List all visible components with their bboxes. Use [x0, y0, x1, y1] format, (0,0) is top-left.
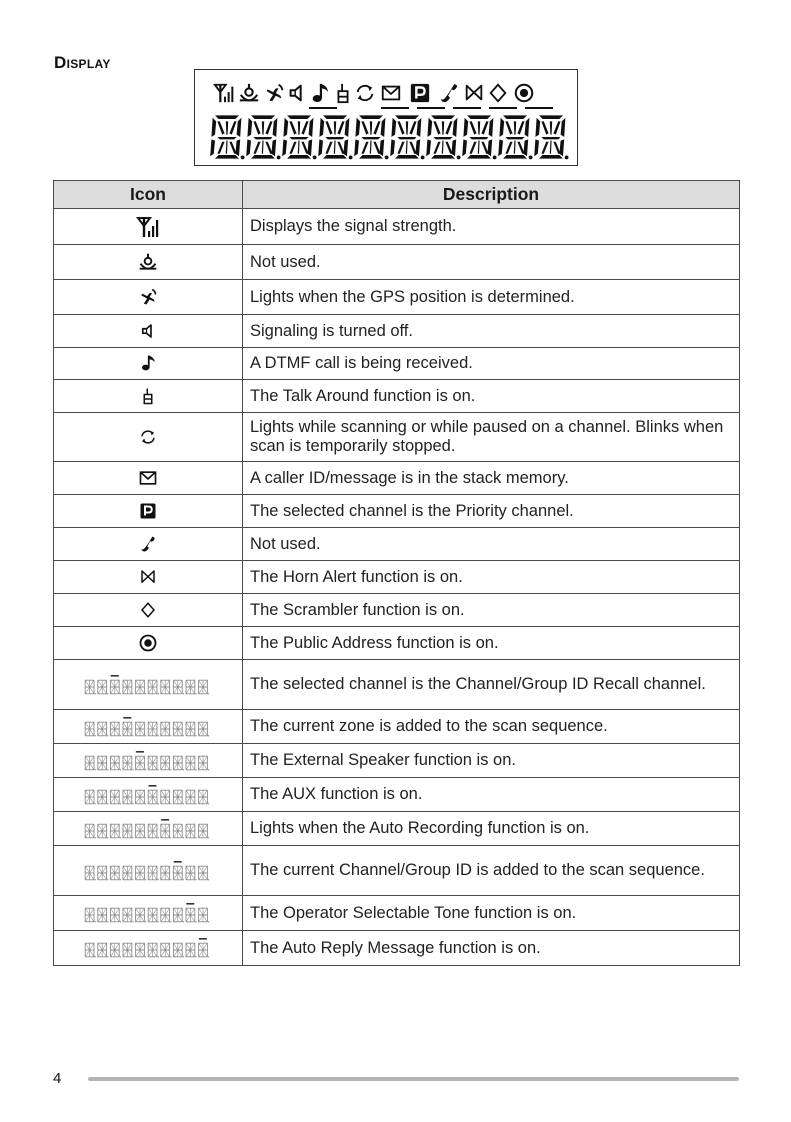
section-title: Display: [54, 53, 111, 72]
priority-p-icon: [139, 502, 157, 520]
table-row: [54, 528, 740, 561]
icon-cell: [54, 528, 243, 561]
description-cell: The Auto Reply Message function is on.: [243, 931, 740, 966]
lcd-segment-digit: [461, 112, 497, 162]
description-cell: Not used.: [243, 528, 740, 561]
public-address-icon: [138, 633, 158, 653]
icon-cell: [54, 561, 243, 594]
description-cell: Displays the signal strength.: [243, 209, 740, 245]
description-cell: A caller ID/message is in the stack memory.: [243, 462, 740, 495]
lcd-indicator-bar: [489, 107, 517, 109]
table-row: [54, 495, 740, 528]
segment-bar-icon: [84, 785, 212, 805]
description-cell: Lights when the Auto Recording function is on.: [243, 812, 740, 846]
description-cell: Not used.: [243, 245, 740, 280]
table-row: [54, 744, 740, 778]
scan-icon: [139, 428, 157, 446]
icon-cell: [54, 710, 243, 744]
description-cell: The selected channel is the Priority channel.: [243, 495, 740, 528]
icon-cell: [54, 315, 243, 348]
icon-cell: [54, 594, 243, 627]
icon-cell: [54, 462, 243, 495]
lcd-indicator-bar: [309, 107, 337, 109]
table-row: [54, 280, 740, 315]
icon-cell: [54, 846, 243, 896]
music-note-icon: [309, 81, 331, 105]
segment-bar-icon: [84, 861, 212, 881]
segment-bar-icon: [84, 751, 212, 771]
description-cell: The Horn Alert function is on.: [243, 561, 740, 594]
description-cell: A DTMF call is being received.: [243, 348, 740, 380]
description-cell: The Operator Selectable Tone function is on.: [243, 896, 740, 931]
segment-bar-icon: [84, 903, 212, 923]
table-row: [54, 812, 740, 846]
talk-around-icon: [139, 387, 157, 405]
signal-strength-icon: [136, 215, 160, 239]
icon-cell: [54, 627, 243, 660]
table-row: [54, 931, 740, 966]
description-cell: Lights when the GPS position is determined.: [243, 280, 740, 315]
description-cell: The current Channel/Group ID is added to the scan sequence.: [243, 846, 740, 896]
envelope-icon: [380, 81, 402, 105]
icon-cell: [54, 896, 243, 931]
lcd-segment-digit: [533, 112, 569, 162]
lcd-segment-digit: [281, 112, 317, 162]
lcd-segment-digit: [245, 112, 281, 162]
icon-cell: [54, 495, 243, 528]
segment-bar-icon: [84, 938, 212, 958]
table-row: [54, 594, 740, 627]
speaker-off-icon: [286, 81, 308, 105]
header-description: Description: [243, 181, 740, 209]
music-note-icon: [139, 354, 157, 372]
scan-icon: [354, 81, 376, 105]
table-row: [54, 413, 740, 462]
lcd-segment-digit: [389, 112, 425, 162]
talk-around-icon: [332, 81, 354, 105]
horn-alert-icon: [463, 81, 485, 105]
lcd-segment-digit: [353, 112, 389, 162]
table-row: [54, 380, 740, 413]
lcd-segment-digit: [497, 112, 533, 162]
scrambler-diamond-icon: [139, 601, 157, 619]
table-row: [54, 846, 740, 896]
segment-bar-icon: [84, 675, 212, 695]
header-icon: Icon: [54, 181, 243, 209]
table-header-row: [54, 181, 740, 209]
icon-cell: [54, 744, 243, 778]
priority-p-icon: [409, 81, 431, 105]
phone-icon: [139, 535, 157, 553]
description-cell: The Public Address function is on.: [243, 627, 740, 660]
icon-cell: [54, 778, 243, 812]
description-cell: Lights while scanning or while paused on a channel. Blinks when scan is temporarily stopped.: [243, 413, 740, 462]
table-row: [54, 660, 740, 710]
description-cell: The Talk Around function is on.: [243, 380, 740, 413]
table-row: [54, 896, 740, 931]
icon-description-table: [53, 180, 740, 966]
table-row: [54, 245, 740, 280]
description-cell: Signaling is turned off.: [243, 315, 740, 348]
description-cell: The External Speaker function is on.: [243, 744, 740, 778]
lcd-indicator-bar: [525, 107, 553, 109]
lcd-indicator-bar: [381, 107, 409, 109]
gps-satellite-icon: [263, 81, 285, 105]
table-row: [54, 462, 740, 495]
lcd-segment-digit: [425, 112, 461, 162]
icon-cell: [54, 348, 243, 380]
lcd-digit-row: [209, 112, 569, 162]
unused-antenna-icon: [138, 252, 158, 272]
lcd-indicator-bar: [453, 107, 481, 109]
table-row: [54, 710, 740, 744]
icon-cell: [54, 413, 243, 462]
phone-icon: [438, 81, 460, 105]
icon-cell: [54, 812, 243, 846]
unused-antenna-icon: [238, 81, 260, 105]
icon-cell: [54, 245, 243, 280]
description-cell: The AUX function is on.: [243, 778, 740, 812]
lcd-segment-digit: [317, 112, 353, 162]
speaker-off-icon: [139, 322, 157, 340]
icon-cell: [54, 380, 243, 413]
public-address-icon: [513, 81, 535, 105]
icon-cell: [54, 280, 243, 315]
segment-bar-icon: [84, 819, 212, 839]
table-row: [54, 778, 740, 812]
lcd-icon-row: [211, 81, 571, 109]
description-cell: The current zone is added to the scan sequence.: [243, 710, 740, 744]
table-row: [54, 315, 740, 348]
lcd-segment-digit: [209, 112, 245, 162]
icon-cell: [54, 931, 243, 966]
icon-cell: [54, 660, 243, 710]
signal-strength-icon: [213, 81, 235, 105]
footer-divider: [88, 1077, 739, 1081]
scrambler-diamond-icon: [487, 81, 509, 105]
icon-cell: [54, 209, 243, 245]
table-row: [54, 627, 740, 660]
page-number: 4: [53, 1070, 62, 1087]
lcd-display: [194, 69, 578, 166]
lcd-indicator-bar: [417, 107, 445, 109]
horn-alert-icon: [139, 568, 157, 586]
description-cell: The selected channel is the Channel/Group ID Recall channel.: [243, 660, 740, 710]
gps-satellite-icon: [138, 287, 158, 307]
segment-bar-icon: [84, 717, 212, 737]
table-row: [54, 209, 740, 245]
table-row: [54, 348, 740, 380]
description-cell: The Scrambler function is on.: [243, 594, 740, 627]
table-row: [54, 561, 740, 594]
envelope-icon: [138, 468, 158, 488]
